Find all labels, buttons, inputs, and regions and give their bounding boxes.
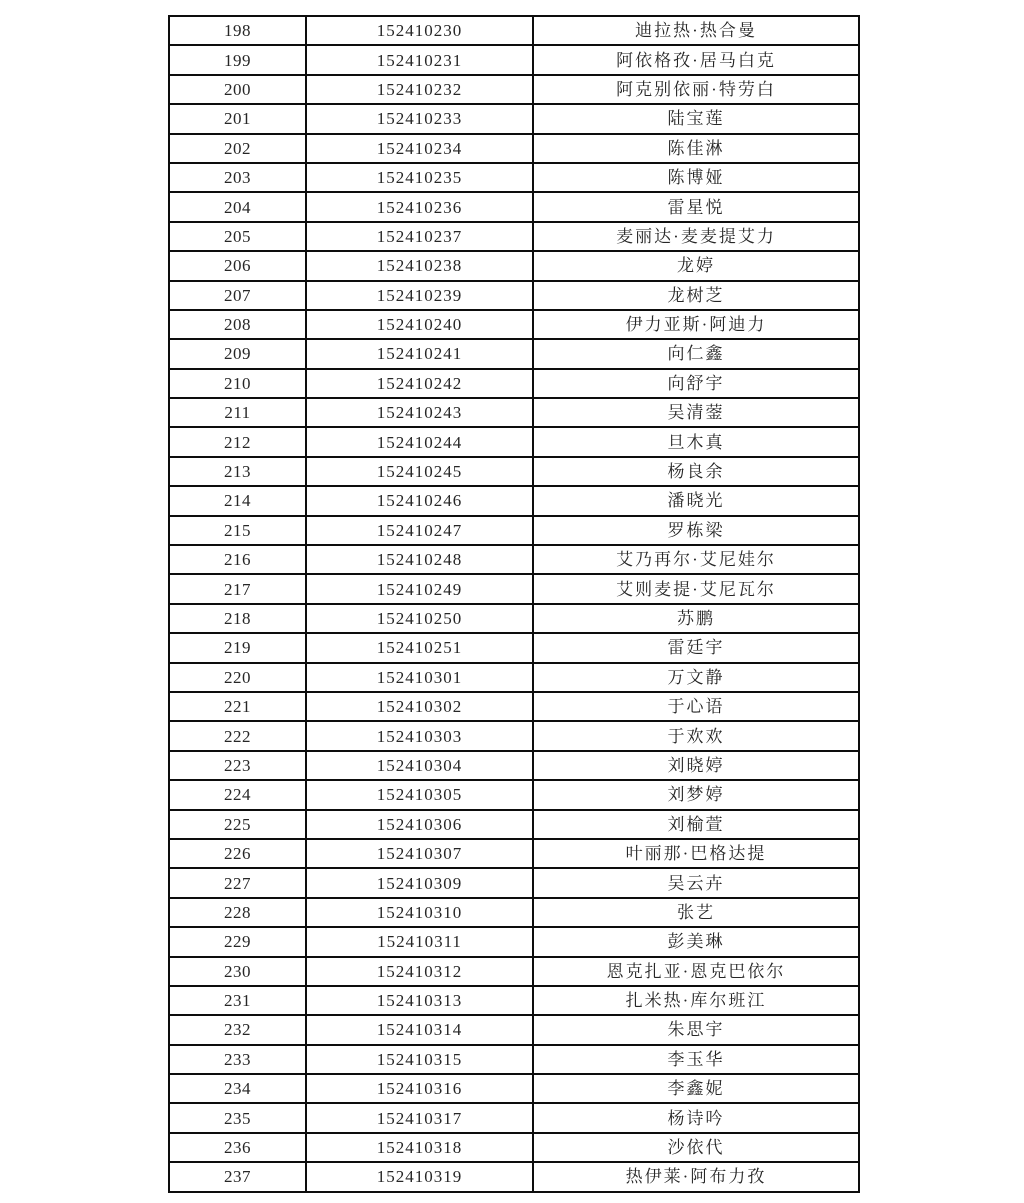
student-id-cell: 152410249 (306, 574, 533, 603)
student-name-cell: 苏鹏 (533, 604, 859, 633)
table-row (169, 251, 859, 280)
student-name-cell: 杨诗吟 (533, 1103, 859, 1132)
row-number-cell: 211 (169, 398, 306, 427)
student-name-cell: 雷廷宇 (533, 633, 859, 662)
student-id-cell: 152410309 (306, 868, 533, 897)
student-id-cell: 152410304 (306, 751, 533, 780)
row-number-cell: 226 (169, 839, 306, 868)
student-roster-table (168, 15, 860, 1193)
row-number-cell: 215 (169, 516, 306, 545)
student-name-cell: 李玉华 (533, 1045, 859, 1074)
row-number-cell: 206 (169, 251, 306, 280)
row-number-cell: 212 (169, 427, 306, 456)
student-id-cell: 152410315 (306, 1045, 533, 1074)
table-row (169, 104, 859, 133)
table-row (169, 369, 859, 398)
student-id-cell: 152410232 (306, 75, 533, 104)
row-number-cell: 220 (169, 663, 306, 692)
student-id-cell: 152410246 (306, 486, 533, 515)
student-id-cell: 152410241 (306, 339, 533, 368)
table-row (169, 1074, 859, 1103)
row-number-cell: 216 (169, 545, 306, 574)
row-number-cell: 229 (169, 927, 306, 956)
table-row (169, 1015, 859, 1044)
student-name-cell: 刘梦婷 (533, 780, 859, 809)
student-id-cell: 152410319 (306, 1162, 533, 1191)
table-row (169, 986, 859, 1015)
student-id-cell: 152410314 (306, 1015, 533, 1044)
student-id-cell: 152410247 (306, 516, 533, 545)
table-row (169, 1045, 859, 1074)
student-name-cell: 艾乃再尔·艾尼娃尔 (533, 545, 859, 574)
student-id-cell: 152410243 (306, 398, 533, 427)
row-number-cell: 201 (169, 104, 306, 133)
student-name-cell: 万文静 (533, 663, 859, 692)
row-number-cell: 237 (169, 1162, 306, 1191)
student-name-cell: 沙依代 (533, 1133, 859, 1162)
row-number-cell: 222 (169, 721, 306, 750)
table-row (169, 310, 859, 339)
row-number-cell: 213 (169, 457, 306, 486)
student-id-cell: 152410248 (306, 545, 533, 574)
row-number-cell: 223 (169, 751, 306, 780)
student-name-cell: 阿依格孜·居马白克 (533, 45, 859, 74)
row-number-cell: 207 (169, 281, 306, 310)
student-id-cell: 152410251 (306, 633, 533, 662)
student-id-cell: 152410303 (306, 721, 533, 750)
row-number-cell: 236 (169, 1133, 306, 1162)
row-number-cell: 198 (169, 16, 306, 45)
row-number-cell: 205 (169, 222, 306, 251)
row-number-cell: 221 (169, 692, 306, 721)
student-name-cell: 吴云卉 (533, 868, 859, 897)
table-row (169, 604, 859, 633)
student-id-cell: 152410242 (306, 369, 533, 398)
student-id-cell: 152410244 (306, 427, 533, 456)
student-name-cell: 阿克别依丽·特劳白 (533, 75, 859, 104)
table-row (169, 574, 859, 603)
table-row (169, 633, 859, 662)
student-name-cell: 热伊莱·阿布力孜 (533, 1162, 859, 1191)
row-number-cell: 199 (169, 45, 306, 74)
student-name-cell: 扎米热·库尔班江 (533, 986, 859, 1015)
student-id-cell: 152410310 (306, 898, 533, 927)
student-id-cell: 152410316 (306, 1074, 533, 1103)
table-row (169, 957, 859, 986)
table-row (169, 1162, 859, 1191)
row-number-cell: 228 (169, 898, 306, 927)
row-number-cell: 219 (169, 633, 306, 662)
student-name-cell: 罗栋梁 (533, 516, 859, 545)
student-id-cell: 152410233 (306, 104, 533, 133)
student-id-cell: 152410250 (306, 604, 533, 633)
row-number-cell: 233 (169, 1045, 306, 1074)
table-row (169, 780, 859, 809)
student-id-cell: 152410235 (306, 163, 533, 192)
row-number-cell: 214 (169, 486, 306, 515)
student-id-cell: 152410230 (306, 16, 533, 45)
student-id-cell: 152410307 (306, 839, 533, 868)
student-id-cell: 152410236 (306, 192, 533, 221)
student-id-cell: 152410240 (306, 310, 533, 339)
student-id-cell: 152410317 (306, 1103, 533, 1132)
table-row (169, 75, 859, 104)
student-name-cell: 陈佳淋 (533, 134, 859, 163)
table-row (169, 868, 859, 897)
table-row (169, 398, 859, 427)
student-name-cell: 向舒宇 (533, 369, 859, 398)
table-row (169, 222, 859, 251)
student-name-cell: 旦木真 (533, 427, 859, 456)
student-id-cell: 152410312 (306, 957, 533, 986)
student-name-cell: 伊力亚斯·阿迪力 (533, 310, 859, 339)
row-number-cell: 203 (169, 163, 306, 192)
student-id-cell: 152410311 (306, 927, 533, 956)
row-number-cell: 202 (169, 134, 306, 163)
student-name-cell: 迪拉热·热合曼 (533, 16, 859, 45)
student-id-cell: 152410238 (306, 251, 533, 280)
row-number-cell: 200 (169, 75, 306, 104)
table-row (169, 457, 859, 486)
table-row (169, 898, 859, 927)
row-number-cell: 204 (169, 192, 306, 221)
student-id-cell: 152410301 (306, 663, 533, 692)
student-name-cell: 龙婷 (533, 251, 859, 280)
student-name-cell: 刘晓婷 (533, 751, 859, 780)
table-row (169, 192, 859, 221)
table-row (169, 810, 859, 839)
student-name-cell: 潘晓光 (533, 486, 859, 515)
row-number-cell: 208 (169, 310, 306, 339)
table-row (169, 16, 859, 45)
row-number-cell: 231 (169, 986, 306, 1015)
student-name-cell: 刘榆萱 (533, 810, 859, 839)
student-id-cell: 152410237 (306, 222, 533, 251)
student-name-cell: 龙树芝 (533, 281, 859, 310)
table-row (169, 45, 859, 74)
student-id-cell: 152410239 (306, 281, 533, 310)
student-name-cell: 陆宝莲 (533, 104, 859, 133)
row-number-cell: 235 (169, 1103, 306, 1132)
student-name-cell: 陈博娅 (533, 163, 859, 192)
student-id-cell: 152410302 (306, 692, 533, 721)
table-row (169, 751, 859, 780)
table-row (169, 486, 859, 515)
student-id-cell: 152410313 (306, 986, 533, 1015)
student-name-cell: 于心语 (533, 692, 859, 721)
table-row (169, 663, 859, 692)
row-number-cell: 210 (169, 369, 306, 398)
student-name-cell: 朱思宇 (533, 1015, 859, 1044)
table-row (169, 692, 859, 721)
row-number-cell: 232 (169, 1015, 306, 1044)
roster-body (169, 16, 859, 1192)
student-name-cell: 杨良余 (533, 457, 859, 486)
student-id-cell: 152410231 (306, 45, 533, 74)
row-number-cell: 234 (169, 1074, 306, 1103)
table-row (169, 134, 859, 163)
table-row (169, 281, 859, 310)
student-name-cell: 麦丽达·麦麦提艾力 (533, 222, 859, 251)
table-row (169, 1133, 859, 1162)
table-row (169, 339, 859, 368)
table-row (169, 545, 859, 574)
table-row (169, 516, 859, 545)
table-row (169, 839, 859, 868)
table-row (169, 721, 859, 750)
row-number-cell: 230 (169, 957, 306, 986)
student-name-cell: 彭美琳 (533, 927, 859, 956)
row-number-cell: 227 (169, 868, 306, 897)
row-number-cell: 217 (169, 574, 306, 603)
table-row (169, 163, 859, 192)
student-name-cell: 张艺 (533, 898, 859, 927)
student-id-cell: 152410306 (306, 810, 533, 839)
student-id-cell: 152410234 (306, 134, 533, 163)
row-number-cell: 225 (169, 810, 306, 839)
student-name-cell: 雷星悦 (533, 192, 859, 221)
student-name-cell: 恩克扎亚·恩克巴依尔 (533, 957, 859, 986)
table-row (169, 927, 859, 956)
table-row (169, 1103, 859, 1132)
student-name-cell: 吴清蓥 (533, 398, 859, 427)
student-id-cell: 152410318 (306, 1133, 533, 1162)
row-number-cell: 224 (169, 780, 306, 809)
student-name-cell: 于欢欢 (533, 721, 859, 750)
row-number-cell: 209 (169, 339, 306, 368)
student-name-cell: 向仁鑫 (533, 339, 859, 368)
student-id-cell: 152410305 (306, 780, 533, 809)
student-name-cell: 李鑫妮 (533, 1074, 859, 1103)
table-row (169, 427, 859, 456)
student-name-cell: 艾则麦提·艾尼瓦尔 (533, 574, 859, 603)
student-name-cell: 叶丽那·巴格达提 (533, 839, 859, 868)
student-id-cell: 152410245 (306, 457, 533, 486)
row-number-cell: 218 (169, 604, 306, 633)
